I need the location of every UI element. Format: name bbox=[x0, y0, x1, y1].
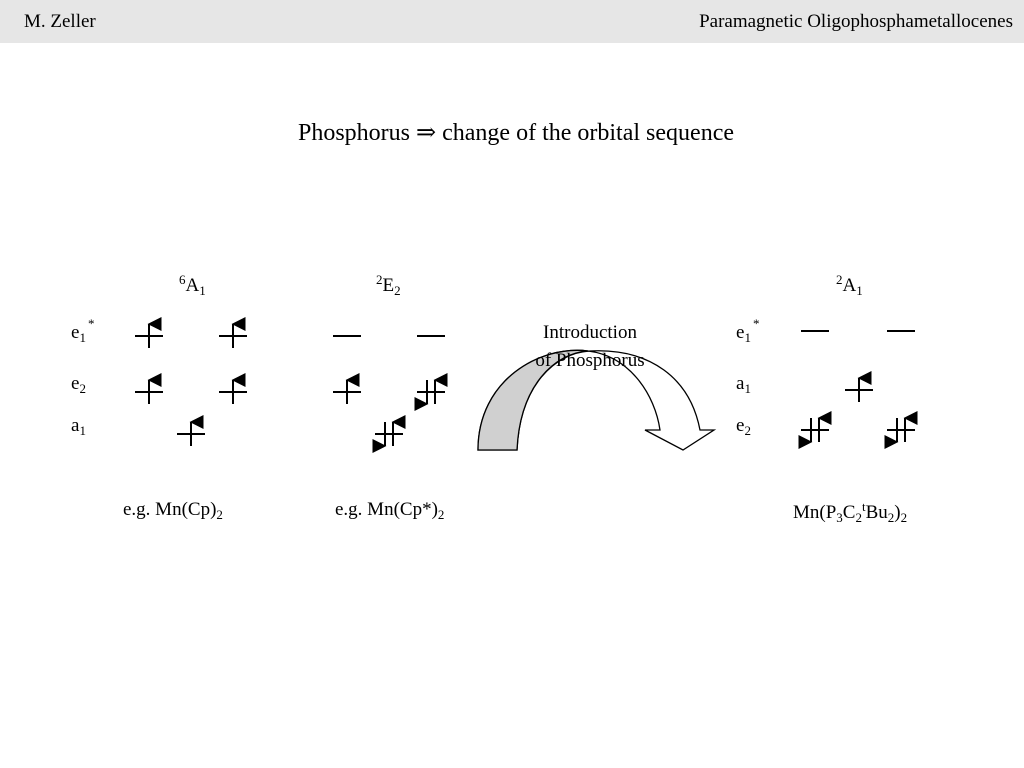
orbital-label-a1: $a_1$ bbox=[71, 415, 86, 438]
title-suffix: change of the orbital sequence bbox=[442, 120, 734, 146]
level-e2-mid-a bbox=[333, 380, 361, 404]
implies-symbol: ⇒ bbox=[416, 120, 437, 146]
title-prefix: Phosphorus bbox=[297, 120, 411, 146]
orbital-label-e2: $e_2$ bbox=[71, 373, 86, 396]
level-a1-mid bbox=[375, 422, 403, 446]
arrow-label-line1: Introduction bbox=[543, 322, 637, 343]
example-mn-cp: e.g. $Mn(Cp)_2$ bbox=[123, 499, 223, 522]
level-e1star-left-b bbox=[219, 324, 247, 348]
slide-topic: Paramagnetic Oligophosphametallocenes bbox=[699, 11, 1013, 32]
arrow-label-line2: of Phosphorus bbox=[535, 350, 645, 371]
author-name: M. Zeller bbox=[24, 11, 96, 32]
state-label-2E2: $^2E_2$ bbox=[376, 272, 401, 298]
orbital-label-a1-right: $a_1$ bbox=[736, 373, 751, 396]
orbital-label-e1-star-right: $e_1^*$ bbox=[736, 316, 760, 345]
orbital-label-e1-star: $e_1^*$ bbox=[71, 316, 95, 345]
state-label-6A1: $^6A_1$ bbox=[179, 272, 206, 298]
level-e2-right-b bbox=[887, 418, 915, 442]
level-a1-left bbox=[177, 422, 205, 446]
arrow-label bbox=[505, 319, 675, 375]
level-e2-left-b bbox=[219, 380, 247, 404]
level-e2-left-a bbox=[135, 380, 163, 404]
level-e1star-left-a bbox=[135, 324, 163, 348]
orbital-label-e2-right: $e_2$ bbox=[736, 415, 751, 438]
example-mn-phosphametallocene: $Mn(P_3C_2^tBu_2)_2$ bbox=[793, 499, 908, 525]
level-e2-mid-b bbox=[417, 380, 445, 404]
level-a1-right bbox=[845, 378, 873, 402]
level-e2-right-a bbox=[801, 418, 829, 442]
state-label-2A1: $^2A_1$ bbox=[836, 272, 863, 298]
example-mn-cpstar: e.g. $Mn(Cp*)_2$ bbox=[335, 499, 445, 522]
